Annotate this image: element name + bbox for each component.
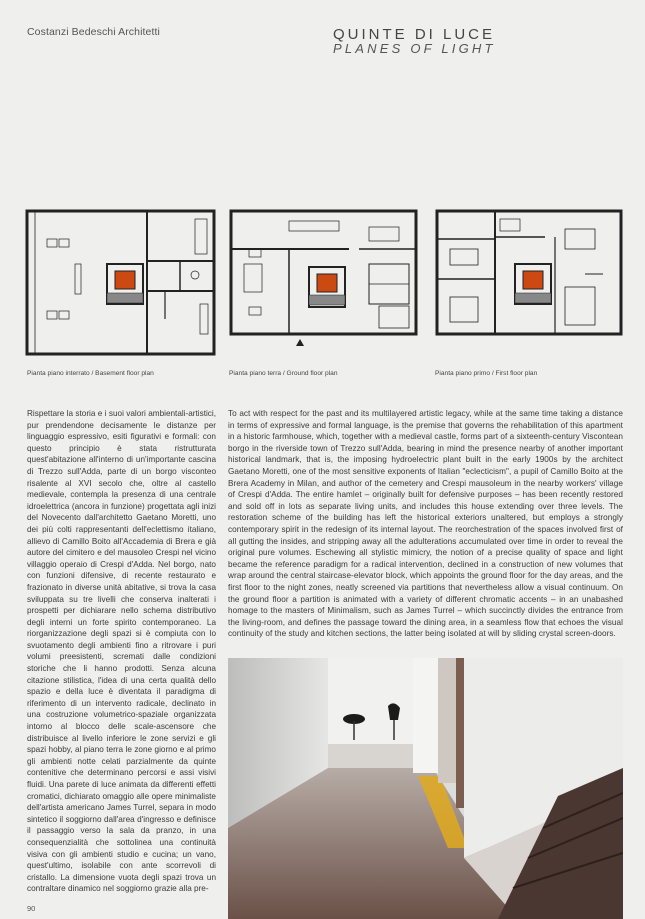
plan-caption-basement: Pianta piano interrato / Basement floor plan — [27, 370, 154, 377]
article-subtitle: PLANES OF LIGHT — [333, 41, 496, 56]
ground-plan-drawing — [229, 209, 418, 359]
article-title: QUINTE DI LUCE — [333, 26, 496, 43]
basement-floor-plan — [25, 209, 216, 337]
interior-photo — [228, 658, 623, 919]
north-arrow-icon — [296, 339, 304, 346]
first-plan-drawing — [435, 209, 623, 337]
basement-plan-drawing — [25, 209, 216, 357]
first-floor-plan — [435, 209, 623, 337]
studio-name: Costanzi Bedeschi Architetti — [27, 26, 160, 38]
plan-caption-first: Pianta piano primo / First floor plan — [435, 370, 538, 377]
ground-floor-plan — [229, 209, 418, 337]
plan-caption-ground: Pianta piano terra / Ground floor plan — [229, 370, 338, 377]
interior-photo-drawing — [228, 658, 623, 919]
english-text-column: To act with respect for the past and its multilayered artistic legacy, while at the same time taking a distance in terms of expressive and formal language, is the premise that governs the rehabilitation of this apartment in a historic farmhouse, which, together with a medieval castle, forms part of a sixteenth-century Viscontean borgo in the riverside town of Trezzo sull'Adda, bearing in mind the presence nearby of another important historical landmark, that is, the imposing hydroelectric plant built in the early 1900s by the architect Gaetano Moretti, one of the most sensitive exponents of Italian "eclecticism", a pupil of Camillo Boito at the Brera Academy in Milan, and author of the cemetery and Crespi mausoleum in the nearby workers' village of Crespi d'Adda. The entire hamlet – originally built for defensive purposes – has been recently restored and sold off in lots as separate living units, and includes this house extending over three levels. The restoration scheme of the building has left the historical exteriors unaltered, but employs a strongly contemporary spirit in the redesign of its internal layout. The reorchestration of the spaces involved first of all gutting the insides, and stripping away all the adulterations accumulated over time in order to reveal the original pure volumes. Eschewing all stylistic mimicry, the notion of a precise quality of space and light became the reference paradigm for a radical intervention, declined in a construction of new volumes that wrap around the central staircase-elevator block, which appoints the ground floor for the day areas, and the first floor to the night zones, neatly screened via partitions that nevertheless allow a visual continuum. On the ground floor a partition is animated with a variety of different chromatic accents – in an unabashed homage to the masters of Minimalism, such as James Turrel – which succinctly divides the entrance from the living-room, and defines the passage toward the dining area, in a seamless flow that echoes the visual continuity of the study and kitchen sections, the latter being isolated at will by sliding crystal screen-doors. — [228, 409, 623, 639]
page-number: 90 — [27, 904, 36, 913]
italian-text-column: Rispettare la storia e i suoi valori ambientali-artistici, pur prendendone decisamente le distanze per linguaggio espressivo, esiti figurativi e formali: con questo principio è stata ristrutturata quest'abitazione all'interno di un'importante cascina di Trezzo sull'Adda, parte di un borgo visconteo risalente al XVI secolo che, oltre al castello medievale, contempla la presenza di una centrale idroelettrica (ancora in funzione) progettata agli inizi del Novecento dall'architetto Gaetano Moretti, uno dei più colti rappresentanti dell'eclettismo italiano, allievo di Camillo Boito all'Accademia di Brera e già autore del cimitero e del mausoleo Crespi nel vicino villaggio operaio di Crespi d'Adda. Nel borgo, nato con funzioni difensive, di recente restaurato e frazionato in diverse unità abitative, si trova la casa sviluppata su tre livelli che conserva inalterati i prospetti per dichiarare nello schema distributivo degli interni un forte spirito contemporaneo. La riorganizzazione degli spazi si è compiuta con lo svuotamento degli ambienti fino a ritrovare i puri volumi preesistenti, scremati dalle condizioni storiche che li hanno prodotti. Senza alcuna citazione stilistica, l'idea di una certa qualità dello spazio e della luce è diventata il paradigma di riferimento di un intervento radicale, declinato in una costruzione volumetrico-spaziale organizzata intorno al blocco delle scale-ascensore che distribuisce al livello inferiore le zone servizi e gli spazi hobby, al piano terra le zone giorno e al primo gli ambienti notte celati parzialmente da quinte contenitive che determinano percorsi e assi visivi fluidi. Una parete di luce animata da differenti effetti cromatici, dichiarato omaggio alle opere minimaliste dell'artista americano James Turrel, separa in modo sintetico il soggiorno dall'area d'ingresso e definisce il passaggio verso la sala da pranzo, in una consequenzialità che sottolinea una continuità visiva con gli ambienti studio e cucina; un vano, quest'ultimo, isolabile con ante scorrevoli di cristallo. La dimensione vuota degli spazi trova un contraltare dinamico nel soggiorno grazie alla pre- — [27, 409, 216, 894]
